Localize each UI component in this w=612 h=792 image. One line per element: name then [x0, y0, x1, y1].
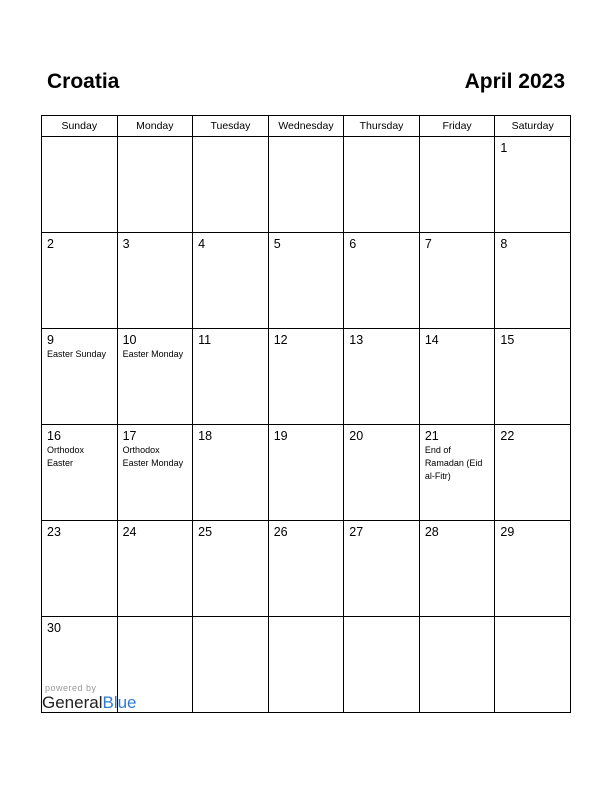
day-cell[interactable] [495, 233, 571, 329]
day-cell[interactable] [344, 233, 420, 329]
day-number: 9 [47, 333, 54, 347]
day-number: 2 [47, 237, 54, 251]
day-cell[interactable] [419, 521, 495, 617]
calendar-grid [41, 115, 571, 713]
day-number: 18 [198, 429, 213, 443]
day-cell[interactable] [344, 521, 420, 617]
weekday-header: Monday [117, 116, 193, 137]
holiday-label: Easter Monday [122, 349, 184, 359]
empty-day-cell [419, 617, 495, 713]
day-number: 27 [349, 525, 364, 539]
day-number: 13 [349, 333, 364, 347]
day-number: 14 [424, 333, 439, 347]
day-number: 8 [500, 237, 508, 251]
week-row [42, 329, 571, 425]
holiday-label: Easter Sunday [47, 349, 107, 359]
day-cell[interactable] [268, 521, 344, 617]
day-cell[interactable] [193, 233, 269, 329]
brand-blue-text: Blue [102, 693, 137, 712]
weekday-header: Saturday [495, 116, 571, 137]
day-number: 30 [47, 621, 61, 635]
day-number: 16 [47, 429, 61, 443]
empty-day-cell [268, 617, 344, 713]
day-number: 22 [500, 429, 515, 443]
day-number: 23 [47, 525, 61, 539]
day-cell[interactable] [419, 329, 495, 425]
day-number: 26 [273, 525, 288, 539]
country-title: Croatia [47, 70, 120, 93]
day-cell[interactable] [344, 329, 420, 425]
empty-day-cell [495, 617, 571, 713]
day-number: 5 [273, 237, 281, 251]
day-number: 6 [349, 237, 357, 251]
day-number: 1 [500, 141, 508, 155]
week-row [42, 425, 571, 521]
empty-day-cell [117, 137, 193, 233]
weekday-header-row [42, 116, 571, 137]
day-number: 29 [500, 525, 515, 539]
day-cell[interactable] [495, 329, 571, 425]
day-number: 20 [349, 429, 364, 443]
weekday-header: Tuesday [193, 116, 269, 137]
weekday-header: Wednesday [268, 116, 344, 137]
day-cell[interactable] [193, 425, 269, 521]
day-cell[interactable] [42, 233, 118, 329]
day-number: 19 [273, 429, 288, 443]
brand-general-text: General [42, 693, 103, 712]
day-number: 25 [198, 525, 213, 539]
day-number: 7 [424, 237, 432, 251]
day-cell[interactable] [419, 233, 495, 329]
day-cell[interactable] [419, 425, 495, 521]
day-cell[interactable] [42, 521, 118, 617]
day-number: 3 [122, 237, 130, 251]
empty-day-cell [419, 137, 495, 233]
day-number: 28 [424, 525, 439, 539]
day-cell[interactable] [495, 425, 571, 521]
day-cell[interactable] [117, 329, 193, 425]
holiday-label: Orthodox Easter [47, 445, 85, 468]
day-number: 10 [122, 333, 137, 347]
empty-day-cell [42, 137, 118, 233]
day-cell[interactable] [193, 329, 269, 425]
day-cell[interactable] [117, 425, 193, 521]
generalblue-logo[interactable] [42, 693, 137, 713]
day-cell[interactable] [344, 425, 420, 521]
day-cell[interactable] [495, 521, 571, 617]
week-row [42, 137, 571, 233]
day-cell[interactable] [42, 329, 118, 425]
day-cell[interactable] [117, 233, 193, 329]
day-cell[interactable] [193, 521, 269, 617]
month-title: April 2023 [464, 70, 565, 93]
empty-day-cell [193, 137, 269, 233]
weekday-header: Thursday [344, 116, 420, 137]
week-row [42, 521, 571, 617]
day-cell[interactable] [117, 521, 193, 617]
day-number: 4 [198, 237, 206, 251]
weekday-header: Sunday [42, 116, 118, 137]
day-number: 15 [500, 333, 515, 347]
holiday-label: Orthodox Easter Monday [122, 445, 184, 468]
day-number: 24 [122, 525, 137, 539]
day-number: 12 [273, 333, 288, 347]
empty-day-cell [344, 137, 420, 233]
empty-day-cell [344, 617, 420, 713]
day-cell[interactable] [268, 425, 344, 521]
day-cell[interactable] [42, 425, 118, 521]
weekday-header: Friday [419, 116, 495, 137]
empty-day-cell [193, 617, 269, 713]
day-number: 11 [198, 333, 212, 347]
powered-by-label: powered by [45, 683, 97, 693]
week-row [42, 233, 571, 329]
day-cell[interactable] [268, 233, 344, 329]
day-number: 17 [122, 429, 137, 443]
empty-day-cell [268, 137, 344, 233]
holiday-label: End of Ramadan (Eid al-Fitr) [424, 445, 483, 481]
day-number: 21 [424, 429, 439, 443]
day-cell[interactable] [495, 137, 571, 233]
day-cell[interactable] [268, 329, 344, 425]
